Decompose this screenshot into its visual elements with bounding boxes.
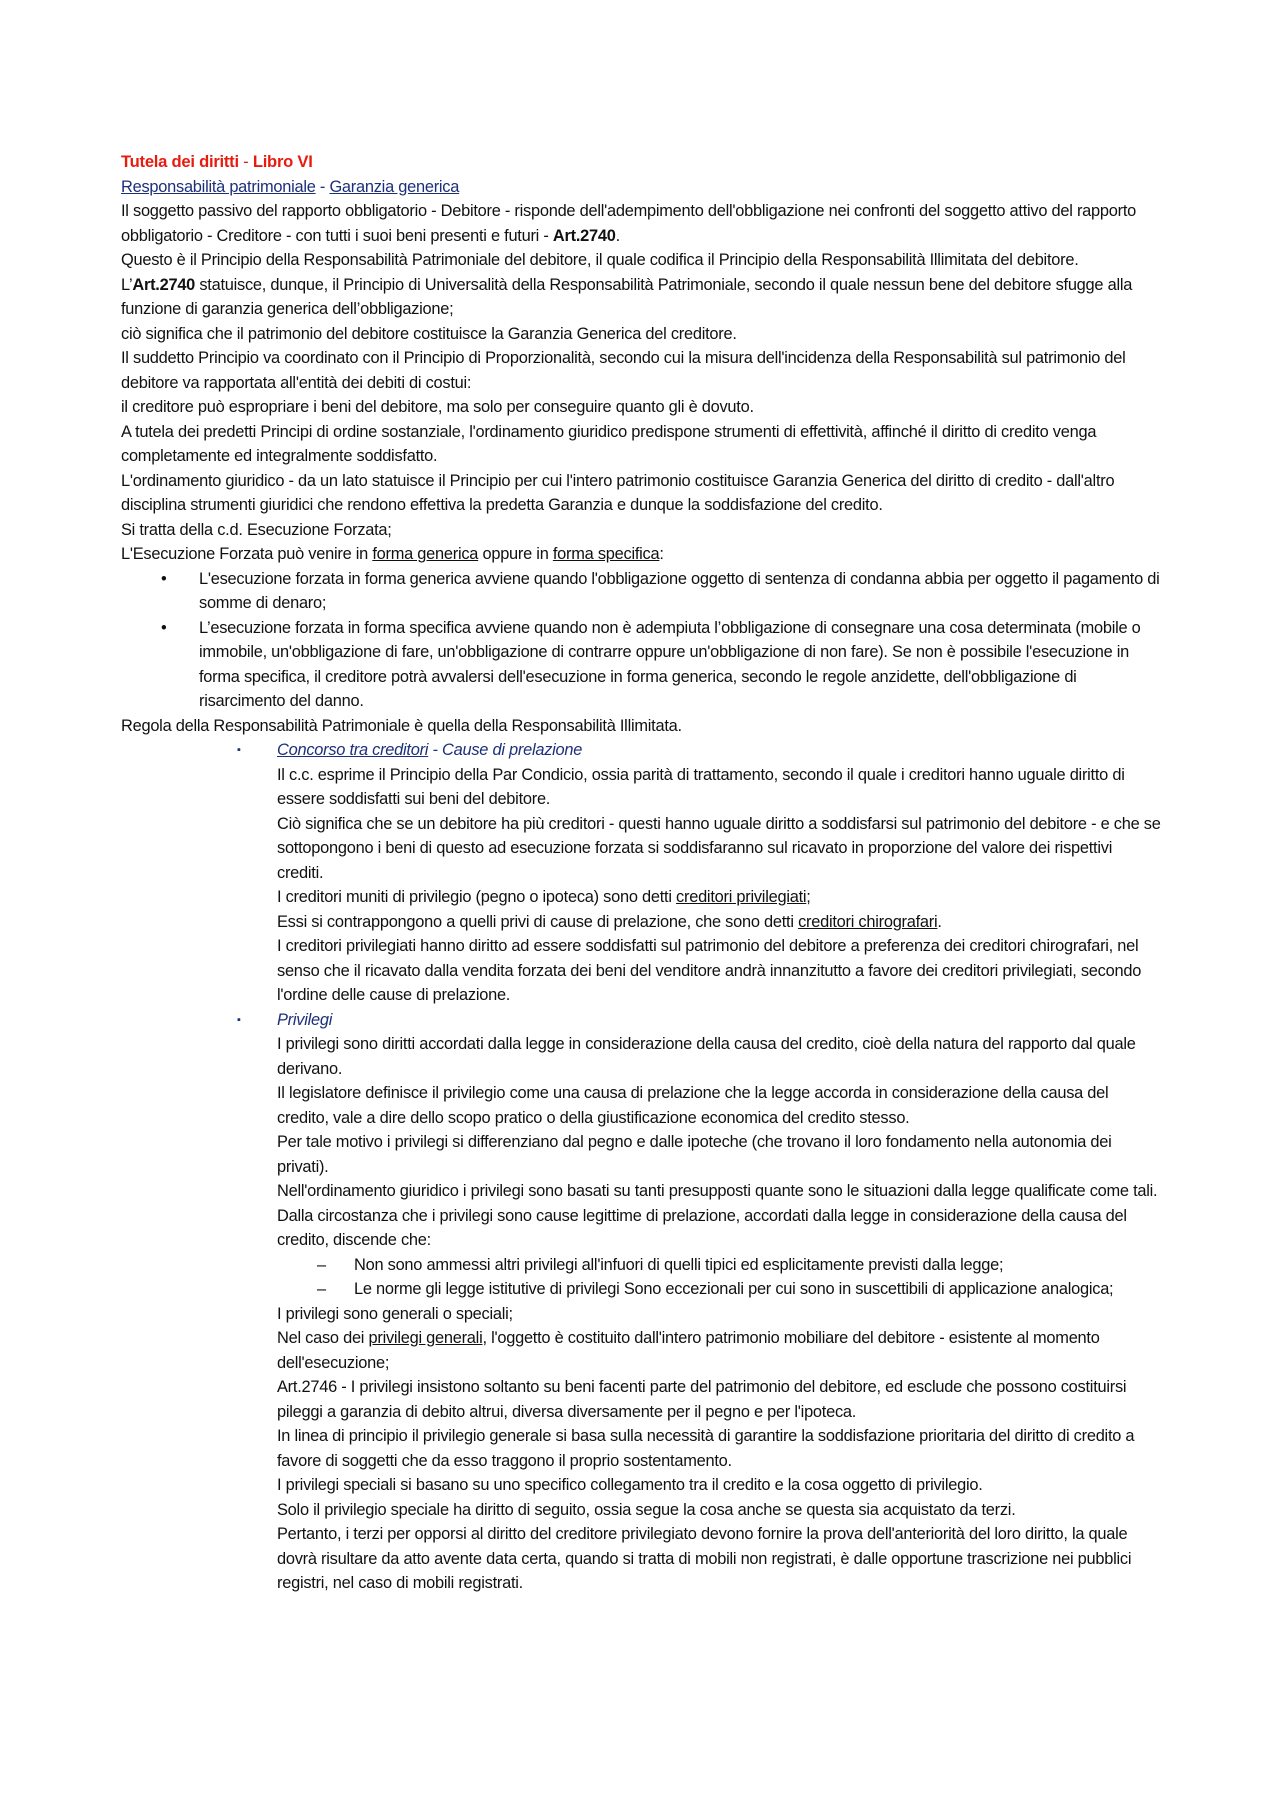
section-paragraph [277, 885, 1161, 910]
section-paragraph: Pertanto, i terzi per opporsi al diritto del creditore privilegiato devono fornire la prova dell'anteriorità del loro diritto, la quale dovrà risultare da atto avente data certa, quando si tratta di mobili non registrati, è dalle opportune trascrizione nei pubblici registri, nel caso di mobili registrati. [277, 1525, 1132, 1592]
dash-bullet-icon: – [317, 1280, 326, 1298]
section-paragraph: I creditori privilegiati hanno diritto ad essere soddisfatti sul patrimonio del debitore a preferenza dei creditori chirografari, nel senso che il ricavato dalla vendita forzata dei beni del venditore andrà innanzitutto a favore dei creditori privilegiati, secondo l'ordine delle cause di prelazione. [277, 937, 1142, 1004]
dash-list [277, 1253, 1161, 1302]
paragraph-intro-3 [121, 273, 1161, 322]
paragraph-start: Essi si contrappongono a quelli privi di cause di prelazione, che sono detti [277, 912, 799, 931]
section-paragraph: Nell'ordinamento giuridico i privilegi sono basati su tanti presupposti quante sono le situazioni dalla legge qualificate come tali. [277, 1182, 1158, 1200]
section-paragraph [277, 910, 1161, 935]
list-item [121, 567, 1161, 616]
paragraph-end: . [937, 912, 942, 931]
section-paragraph: Dalla circostanza che i privilegi sono cause legittime di prelazione, accordati dalla legge in considerazione della causa del credito, discende che: [277, 1206, 1127, 1249]
section-heading-separator: - [428, 741, 443, 759]
paragraph-intro-10 [121, 542, 1161, 567]
paragraph-rule: Regola della Responsabilità Patrimoniale è quella della Responsabilità Illimitata. [121, 716, 682, 735]
link-forma-specifica[interactable]: forma specifica [552, 545, 660, 563]
bullet-text: L'esecuzione forzata in forma generica avviene quando l'obbligazione oggetto di sentenza di condanna abbia per oggetto il pagamento di somme di denaro; [199, 569, 1160, 612]
section-heading [237, 738, 1161, 763]
list-item [277, 1253, 1161, 1278]
dash-text: Non sono ammessi altri privilegi all'infuori di quelli tipici ed esplicitamente previsti dalla legge; [354, 1255, 1004, 1274]
paragraph-end: , l'oggetto è costituito dall'intero patrimonio mobiliare del debitore - esistente al momento dell'esecuzione; [277, 1329, 1100, 1372]
section-heading-text: Privilegi [277, 1010, 333, 1029]
paragraph-intro-2: Questo è il Principio della Responsabilità Patrimoniale del debitore, il quale codifica il Principio della Responsabilità Illimitata del debitore. [121, 251, 1079, 269]
document-title [121, 150, 1161, 175]
section-paragraph: Per tale motivo i privilegi si differenziano dal pegno e dalle ipoteche (che trovano il loro fondamento nella autonomia dei privati). [277, 1133, 1112, 1176]
paragraph-end: ; [806, 888, 811, 906]
document-subtitle [121, 175, 1161, 200]
document-body [121, 150, 1161, 1596]
link-creditori-chirografari[interactable]: creditori chirografari [798, 912, 938, 931]
section-paragraph: Art.2746 - I privilegi insistono soltanto su beni facenti parte del patrimonio del debitore, ed esclude che possono costituirsi pileggi a garanzia di debito altrui, diversa diversamente per il pegno e per l'ipoteca. [277, 1378, 1127, 1421]
intro-3-article: Art.2740 [132, 275, 196, 294]
paragraph-intro-6: il creditore può espropriare i beni del debitore, ma solo per conseguire quanto gli è dovuto. [121, 398, 754, 416]
square-bullet-icon: ▪ [237, 1013, 241, 1026]
intro-1-article: Art.2740 [552, 226, 616, 245]
dash-text: Le norme gli legge istitutive di privilegi Sono eccezionali per cui sono in suscettibili di applicazione analogica; [354, 1280, 1114, 1298]
section-paragraph: Solo il privilegio speciale ha diritto di seguito, ossia segue la cosa anche se questa sia acquistato da terzi. [277, 1500, 1016, 1519]
link-privilegi-generali[interactable]: privilegi generali [368, 1329, 483, 1347]
bullet-text: L’esecuzione forzata in forma specifica avviene quando non è adempiuta l’obbligazione di consegnare una cosa determinata (mobile o immobile, un'obbligazione di fare, un'obbligazione di contrarre oppure un'obbligazione di non fare). Se non è possibile l'esecuzione in forma specifica, il creditore potrà avvalersi dell'esecuzione in forma generica, secondo le regole anzidette, dell'obbligazione di risarcimento del danno. [199, 618, 1141, 710]
section-paragraph [277, 1326, 1161, 1375]
bullet-icon: • [161, 618, 167, 637]
square-bullet-icon: ▪ [237, 744, 241, 756]
subtitle-link-garanzia[interactable]: Garanzia generica [329, 177, 460, 196]
intro-3-text: statuisce, dunque, il Principio di Universalità della Responsabilità Patrimoniale, secondo il quale nessun bene del debitore sfugge alla funzione di garanzia generica dell’obbligazione; [121, 275, 1133, 318]
section-paragraph: Il c.c. esprime il Principio della Par Condicio, ossia parità di trattamento, secondo il quale i creditori hanno uguale diritto di essere soddisfatti sui beni del debitore. [277, 765, 1125, 808]
title-main: Tutela dei diritti [121, 152, 239, 171]
paragraph-intro-9: Si tratta della c.d. Esecuzione Forzata; [121, 520, 392, 539]
section-paragraph: I privilegi sono generali o speciali; [277, 1304, 513, 1323]
link-forma-generica[interactable]: forma generica [372, 545, 479, 563]
section-concorso-creditori [121, 738, 1161, 1008]
paragraph-intro-5: Il suddetto Principio va coordinato con il Principio di Proporzionalità, secondo cui la misura dell'incidenza della Responsabilità sul patrimonio del debitore va rapportata all'entità dei debiti di costui: [121, 349, 1126, 392]
section-heading-rest: Cause di prelazione [442, 741, 583, 759]
section-privilegi [121, 1008, 1161, 1596]
paragraph-intro-7: A tutela dei predetti Principi di ordine sostanziale, l'ordinamento giuridico predispone strumenti di effettività, affinché il diritto di credito venga completamente ed integralmente soddisfatto. [121, 422, 1097, 465]
section-paragraph: Il legislatore definisce il privilegio come una causa di prelazione che la legge accorda in considerazione della causa del credito, vale a dire dello scopo pratico o della giustificazione economica del credito stesso. [277, 1084, 1109, 1127]
title-book: Libro VI [252, 152, 313, 171]
intro-10-start: L'Esecuzione Forzata può venire in [121, 545, 373, 563]
intro-10-end: : [659, 545, 664, 563]
intro-1-text: Il soggetto passivo del rapporto obbligatorio - Debitore - risponde dell'adempimento dell'obbligazione nei confronti del soggetto attivo del rapporto obbligatorio - Creditore - con tutti i suoi beni presenti e futuri - [121, 202, 1137, 245]
subtitle-link-responsabilita[interactable]: Responsabilità patrimoniale [121, 177, 316, 196]
subtitle-separator: - [315, 177, 330, 196]
bullet-icon: • [161, 569, 167, 588]
title-separator: - [238, 152, 253, 171]
bullet-list-esecuzione [121, 567, 1161, 714]
paragraph-start: I creditori muniti di privilegio (pegno o ipoteca) sono detti [277, 888, 677, 906]
list-item [121, 616, 1161, 714]
section-heading [237, 1008, 1161, 1033]
section-paragraph: I privilegi sono diritti accordati dalla legge in considerazione della causa del credito, cioè della natura del rapporto dal quale derivano. [277, 1035, 1136, 1078]
paragraph-intro-8: L'ordinamento giuridico - da un lato statuisce il Principio per cui l'intero patrimonio costituisce Garanzia Generica del diritto di credito - dall'altro disciplina strumenti giuridici che rendono effettiva la predetta Garanzia e dunque la soddisfazione del credito. [121, 471, 1115, 514]
intro-3-start: L’ [121, 275, 133, 294]
section-paragraph: I privilegi speciali si basano su uno specifico collegamento tra il credito e la cosa oggetto di privilegio. [277, 1476, 983, 1494]
section-paragraph: Ciò significa che se un debitore ha più creditori - questi hanno uguale diritto a soddisfarsi sul patrimonio del debitore - e che se sottopongono i beni di questo ad esecuzione forzata si soddisfaranno sul ricavato in proporzione del valore dei rispettivi crediti. [277, 814, 1161, 882]
paragraph-intro-4: ciò significa che il patrimonio del debitore costituisce la Garanzia Generica del creditore. [121, 324, 737, 343]
intro-10-mid: oppure in [478, 545, 553, 563]
section-paragraph: In linea di principio il privilegio generale si basa sulla necessità di garantire la soddisfazione prioritaria del diritto di credito a favore di soggetti che da esso traggono il proprio sostentamento. [277, 1427, 1135, 1470]
paragraph-start: Nel caso dei [277, 1329, 369, 1347]
list-item [277, 1277, 1161, 1302]
link-concorso-creditori[interactable]: Concorso tra creditori [277, 741, 429, 759]
dash-bullet-icon: – [317, 1255, 326, 1274]
paragraph-intro-1 [121, 199, 1161, 248]
intro-1-end: . [615, 226, 620, 245]
link-creditori-privilegiati[interactable]: creditori privilegiati [676, 888, 807, 906]
